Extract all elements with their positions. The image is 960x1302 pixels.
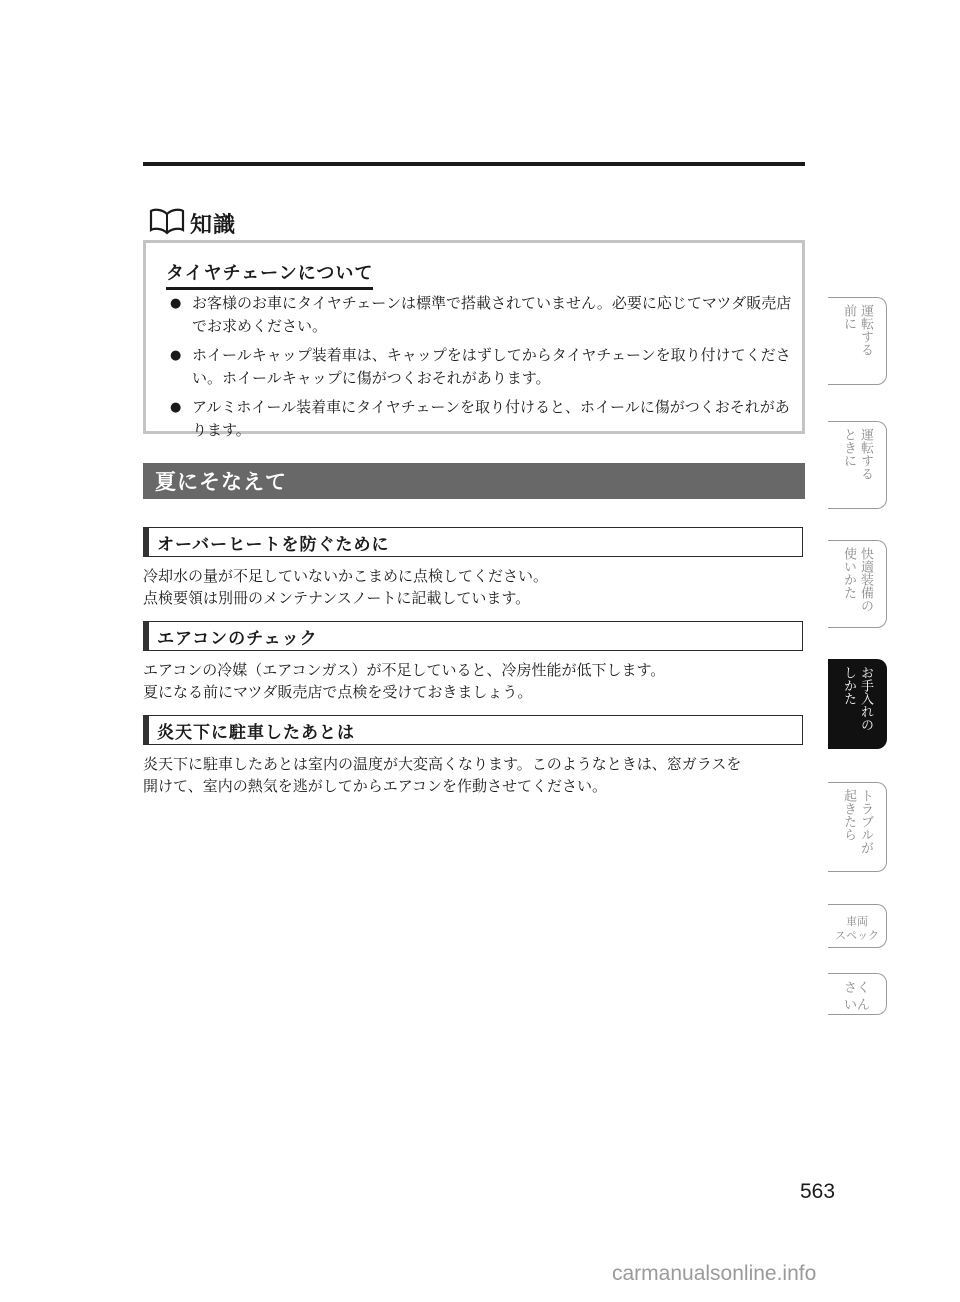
- paragraph-aircon: エアコンの冷媒（エアコンガス）が不足していると、冷房性能が低下します。 夏になる前にマツダ販売店で点検を受けておきましょう。: [143, 661, 666, 701]
- paragraph-overheat: 冷却水の量が不足していないかこまめに点検してください。 点検要領は別冊のメンテナンスノートに記載しています。: [143, 567, 549, 607]
- section-heading: [143, 463, 805, 499]
- tire-chain-info-box: [143, 240, 805, 439]
- open-book-icon: [148, 206, 186, 240]
- tab-before-driving[interactable]: 運転する 前に: [828, 297, 887, 385]
- tab-troubleshooting[interactable]: トラブルが 起きたら: [828, 782, 887, 872]
- paragraph-hot-parking: 炎天下に駐車したあとは室内の温度が大変高くなります。このようなときは、窓ガラスを 開けて、室内の熱気を逃がしてからエアコンを作動させてください。: [143, 755, 742, 795]
- tab-maintenance[interactable]: お手入れの しかた: [828, 659, 887, 749]
- watermark: carmanualsonline.info: [612, 1262, 817, 1285]
- info-list: [160, 292, 792, 448]
- subsection-heading-hot-parking: 炎天下に駐車したあとは: [143, 715, 803, 745]
- subsection-heading-overheat: オーバーヒートを防ぐために: [143, 527, 803, 557]
- tab-vehicle-specs[interactable]: 車両 スペック: [828, 904, 887, 948]
- knowledge-heading: [148, 206, 236, 240]
- tab-index[interactable]: さく いん: [828, 973, 887, 1015]
- tab-while-driving[interactable]: 運転する ときに: [828, 421, 887, 509]
- top-rule: [143, 162, 805, 166]
- list-item: ● お客様のお車にタイヤチェーンは標準で搭載されていません。必要に応じてマツダ販売店でお求めください。: [170, 294, 792, 335]
- list-item: ● アルミホイール装着車にタイヤチェーンを取り付けると、ホイールに傷がつくおそれがあります。: [170, 398, 790, 439]
- knowledge-label: 知識: [190, 212, 237, 238]
- page-number: 563: [800, 1180, 836, 1203]
- list-item: ● ホイールキャップ装着車は、キャップをはずしてからタイヤチェーンを取り付けてください。ホイールキャップに傷がつくおそれがあります。: [170, 346, 791, 387]
- section-title: 夏にそなえて: [155, 470, 287, 494]
- info-box-title: タイヤチェーンについて: [166, 259, 373, 290]
- subsection-heading-aircon: エアコンのチェック: [143, 621, 803, 651]
- tab-comfort-equipment[interactable]: 快適装備の 使いかた: [828, 540, 887, 628]
